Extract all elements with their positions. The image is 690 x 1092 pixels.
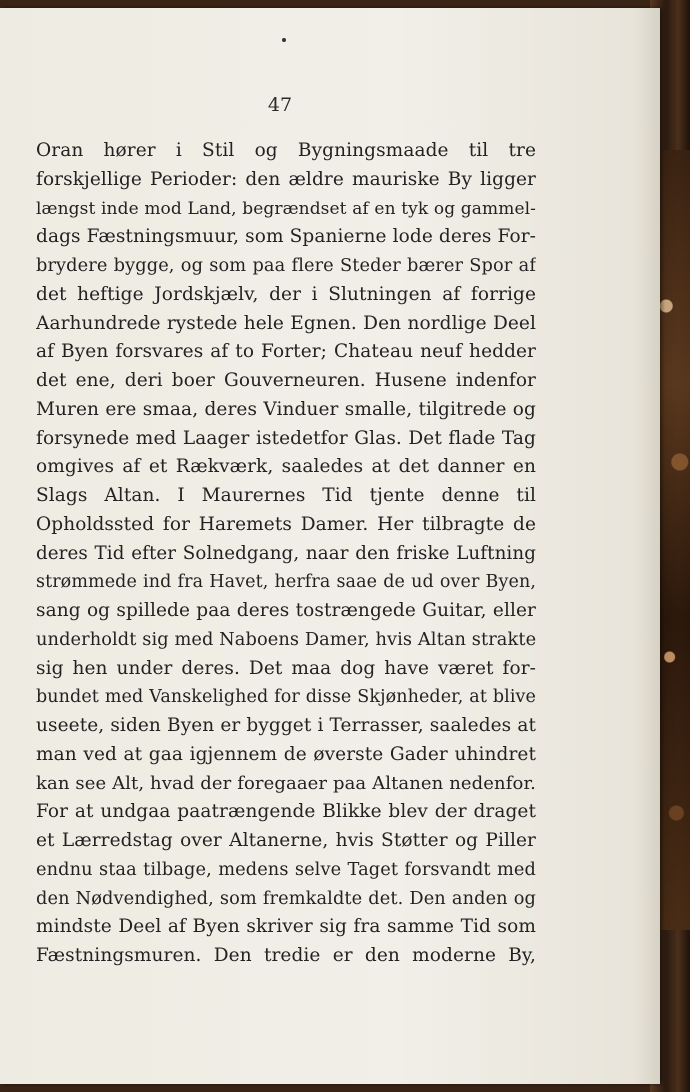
text-line: For at undgaa paatrængende Blikke blev der draget <box>36 801 536 823</box>
book-page <box>0 8 660 1084</box>
marbled-edge <box>656 150 690 930</box>
text-line: omgives af et Rækværk, saaledes at det danner en <box>36 456 536 478</box>
text-line: kan see Alt, hvad der foregaaer paa Altanen nedenfor. <box>36 772 536 794</box>
text-line: sang og spillede paa deres tostrængede Guitar, eller <box>36 600 536 621</box>
text-line: dags Fæstningsmuur, som Spanierne lode deres For- <box>36 226 536 248</box>
text-line: forskjellige Perioder: den ældre mauriske By ligger <box>36 168 536 190</box>
text-line: strømmede ind fra Havet, herfra saae de ud over Byen, <box>36 572 536 593</box>
text-line: forsynede med Laager istedetfor Glas. Det flade Tag <box>36 427 536 449</box>
text-line: af Byen forsvares af to Forter; Chateau neuf hedder <box>36 341 536 363</box>
text-line: den Nødvendighed, som fremkaldte det. Den anden og <box>36 888 536 909</box>
text-line: deres Tid efter Solnedgang, naar den friske Luftning <box>36 542 536 564</box>
text-line: useete, siden Byen er bygget i Terrasser, saaledes at <box>36 715 536 736</box>
text-line: Opholdssted for Haremets Damer. Her tilbragte de <box>36 513 536 535</box>
body-text <box>36 137 536 971</box>
text-line: endnu staa tilbage, medens selve Taget forsvandt med <box>36 859 536 880</box>
text-line: det ene, deri boer Gouverneuren. Husene indenfor <box>36 370 536 391</box>
page-number: 47 <box>267 94 293 116</box>
text-line: man ved at gaa igjennem de øverste Gader uhindret <box>36 743 536 765</box>
text-line: Slags Altan. I Maurernes Tid tjente denne til <box>36 485 536 506</box>
text-line: sig hen under deres. Det maa dog have været for- <box>36 657 536 679</box>
text-line: mindste Deel af Byen skriver sig fra samme Tid som <box>36 916 536 938</box>
text-line: Aarhundrede rystede hele Egnen. Den nordlige Deel <box>36 312 536 334</box>
text-line: Muren ere smaa, deres Vinduer smalle, tilgitrede og <box>36 398 536 420</box>
text-line: det heftige Jordskjælv, der i Slutningen af forrige <box>36 283 536 305</box>
text-line: Oran hører i Stil og Bygningsmaade til tre <box>36 140 536 161</box>
text-line: brydere bygge, og som paa flere Steder bærer Spor af <box>36 256 536 276</box>
text-line: underholdt sig med Naboens Damer, hvis Altan strakte <box>36 629 536 650</box>
text-line: bundet med Vanskelighed for disse Skjønheder, at blive <box>36 687 536 708</box>
text-line: Fæstningsmuren. Den tredie er den moderne By, <box>36 945 536 966</box>
page-speck <box>282 38 286 42</box>
text-line: et Lærredstag over Altanerne, hvis Støtter og Piller <box>36 830 536 851</box>
text-line: længst inde mod Land, begrændset af en tyk og gammel- <box>36 198 536 219</box>
